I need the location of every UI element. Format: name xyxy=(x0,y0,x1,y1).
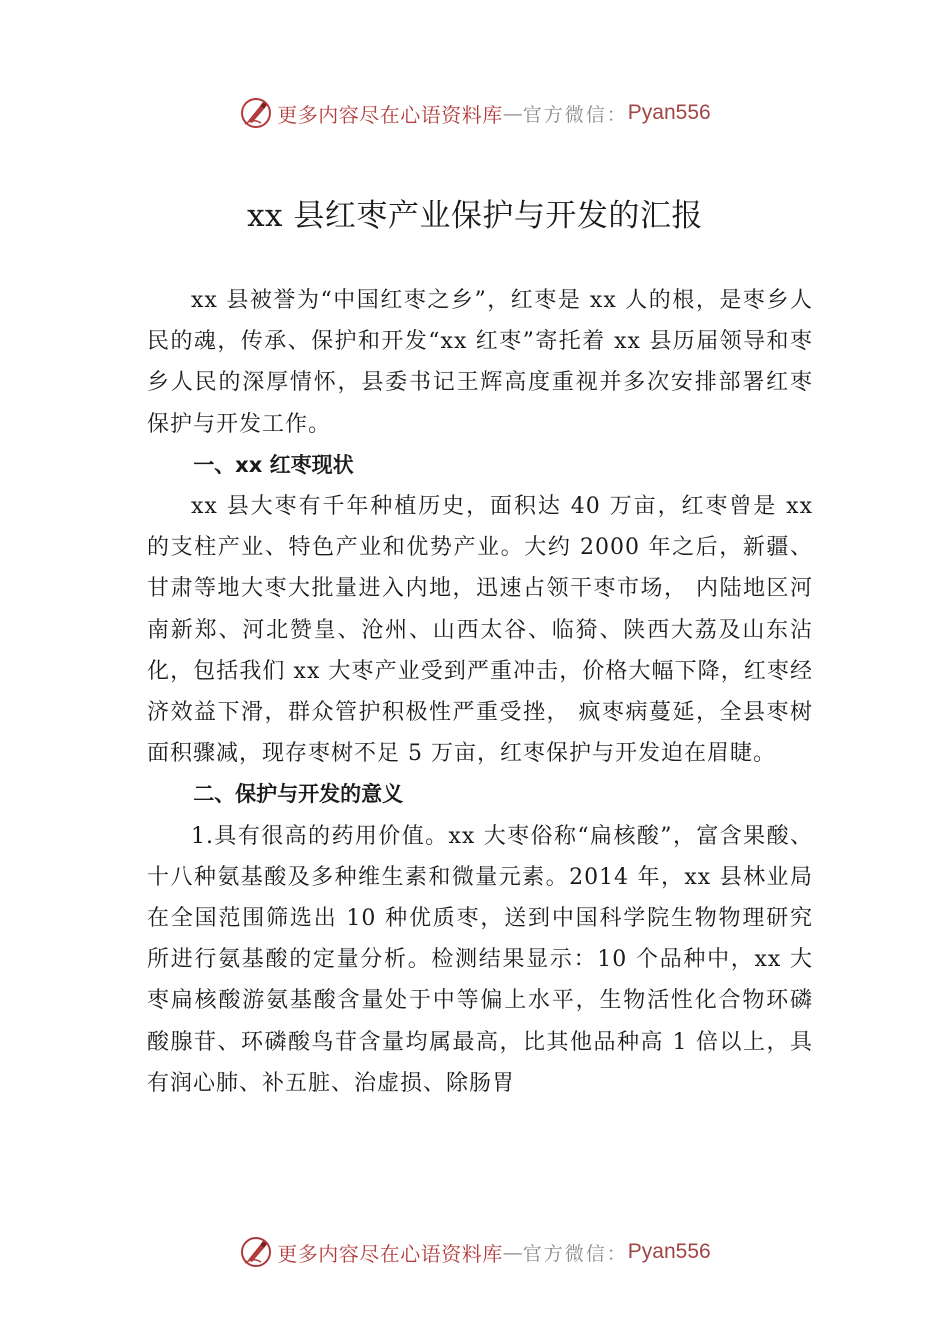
document-body xyxy=(147,280,813,1104)
watermark-text: 更多内容尽在心语资料库 xyxy=(277,102,503,127)
watermark-banner-top xyxy=(0,93,950,133)
watermark-banner-bottom xyxy=(0,1232,950,1272)
section1-heading: 一、xx 红枣现状 xyxy=(193,452,354,477)
watermark-wechat-label: 官方微信： xyxy=(522,103,628,126)
watermark-wechat-id: Pyan556 xyxy=(627,1240,711,1263)
watermark-text: 更多内容尽在心语资料库 xyxy=(277,1241,503,1266)
watermark-wechat-id: Pyan556 xyxy=(627,101,711,124)
section1-paragraph: xx 县大枣有千年种植历史，面积达 40 万亩，红枣曾是 xx 的支柱产业、特色产业和优势产业。大约 2000 年之后，新疆、甘肃等地大枣大批量进入内地，迅速占领干枣市场， 内陆地区河南新郑、河北赞皇、沧州、山西太谷、临猗、陕西大荔及山东沾化，包括我们 xx 大枣产业受到严重冲击，价格大幅下降，红枣经济效益下滑，群众管护积极性严重受挫， 疯枣病蔓延，全县枣树面积骤减，现存枣树不足 5 万亩，红枣保护与开发迫在眉睫。 xyxy=(147,494,813,767)
watermark-wechat-label: 官方微信： xyxy=(522,1242,628,1265)
watermark-dash: — xyxy=(502,1240,523,1264)
pen-logo-icon xyxy=(239,96,273,130)
section2-paragraph: 1.具有很高的药用价值。xx 大枣俗称“扁核酸”，富含果酸、十八种氨基酸及多种维生素和微量元素。2014 年，xx 县林业局在全国范围筛选出 10 种优质枣，送到中国科学院生物物理研究所进行氨基酸的定量分析。检测结果显示：10 个品种中，xx 大枣扁核酸游氨基酸含量处于中等偏上水平，生物活性化合物环磷酸腺苷、环磷酸鸟苷含量均属最高，比其他品种高 1 倍以上，具有润心肺、补五脏、治虚损、除肠胃 xyxy=(147,823,813,1096)
section2-heading: 二、保护与开发的意义 xyxy=(193,782,404,807)
pen-logo-icon xyxy=(239,1235,273,1269)
document-title: xx 县红枣产业保护与开发的汇报 xyxy=(247,198,703,234)
watermark-dash: — xyxy=(502,101,523,125)
intro-paragraph: xx 县被誉为“中国红枣之乡”，红枣是 xx 人的根，是枣乡人民的魂，传承、保护和开发“xx 红枣”寄托着 xx 县历届领导和枣乡人民的深厚情怀，县委书记王辉高度重视并多次安排部署红枣保护与开发工作。 xyxy=(147,288,813,437)
